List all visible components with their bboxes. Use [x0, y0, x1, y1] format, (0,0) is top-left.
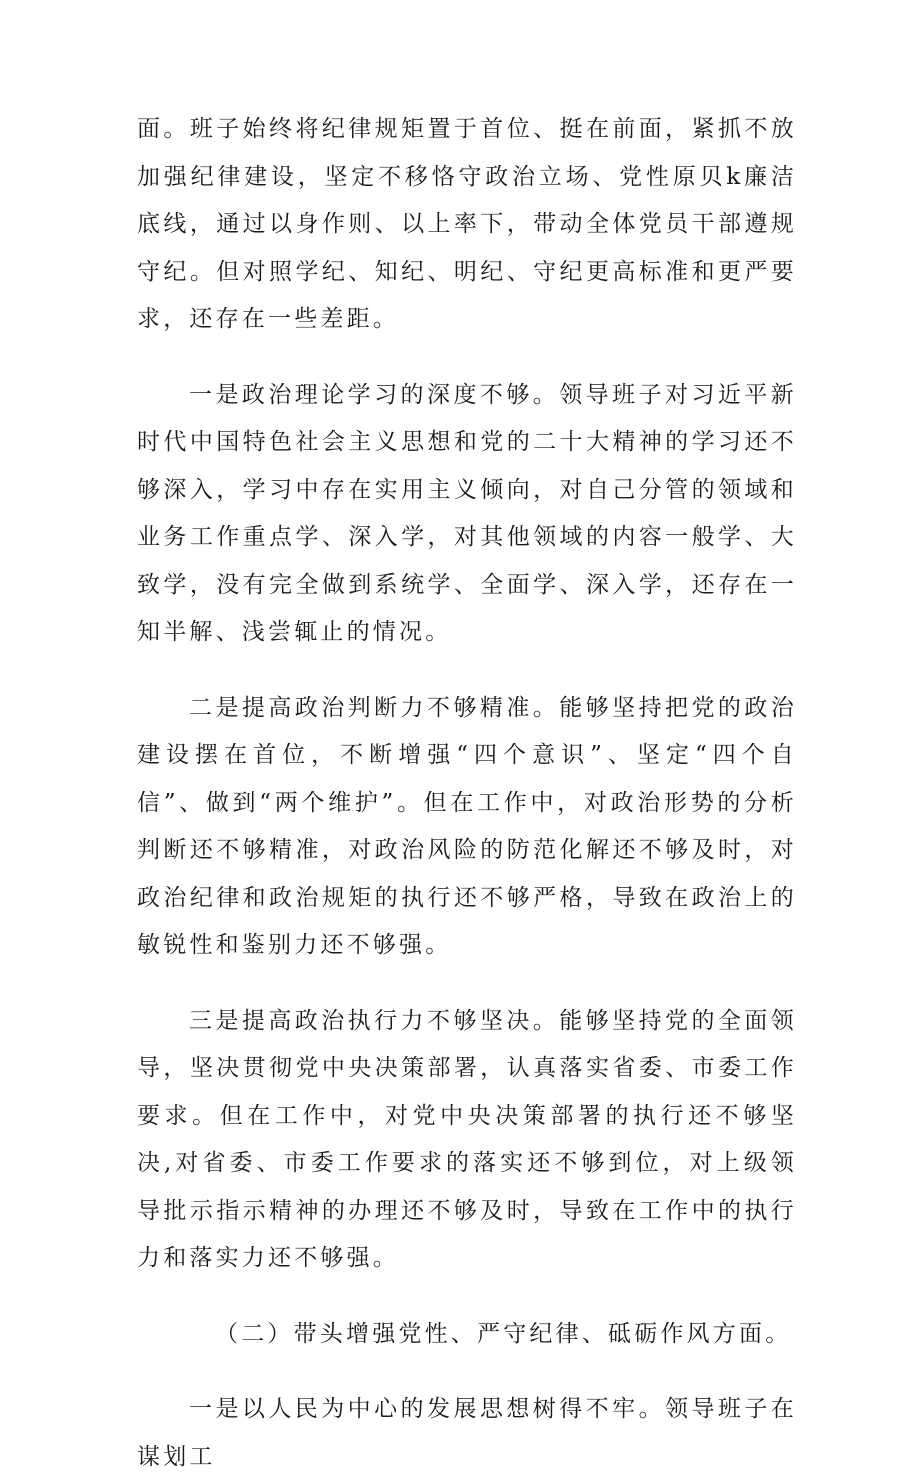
paragraph-political-execution: 三是提高政治执行力不够坚决。能够坚持党的全面领导，坚决贯彻党中央决策部署，认真落实省委、市委工作要求。但在工作中，对党中央决策部署的执行还不够坚决,对省委、市委工作要求的落实还不够到位，对上级领导批示指示精神的办理还不够及时，导致在工作中的执行力和落实力还不够强。 — [137, 1007, 797, 1271]
section-heading: （二）带头增强党性、严守纪律、砥砺作风方面。 — [215, 1320, 792, 1347]
paragraph-political-judgment: 二是提高政治判断力不够精准。能够坚持把党的政治建设摆在首位，不断增强“四个意识”、坚定“四个自信”、做到“两个维护”。但在工作中，对政治形势的分析判断还不够精准，对政治风险的防范化解还不够及时，对政治纪律和政治规矩的执行还不够严格，导致在政治上的敏锐性和鉴别力还不够强。 — [137, 694, 797, 958]
paragraph-people-centered: 一是以人民为中心的发展思想树得不牢。领导班子在谋划工 — [137, 1396, 797, 1470]
document-body — [137, 106, 797, 1481]
paragraph-continuation: 面。班子始终将纪律规矩置于首位、挺在前面，紧抓不放加强纪律建设，坚定不移恪守政治立场、党性原贝k廉洁底线，通过以身作则、以上率下，带动全体党员干部遵规守纪。但对照学纪、知纪、明纪、守纪更高标准和更严要求，还存在一些差距。 — [137, 116, 797, 332]
paragraph-theory-study: 一是政治理论学习的深度不够。领导班子对习近平新时代中国特色社会主义思想和党的二十大精神的学习还不够深入，学习中存在实用主义倾向，对自己分管的领域和业务工作重点学、深入学，对其他领域的内容一般学、大致学，没有完全做到系统学、全面学、深入学，还存在一知半解、浅尝辄止的情况。 — [137, 381, 797, 645]
